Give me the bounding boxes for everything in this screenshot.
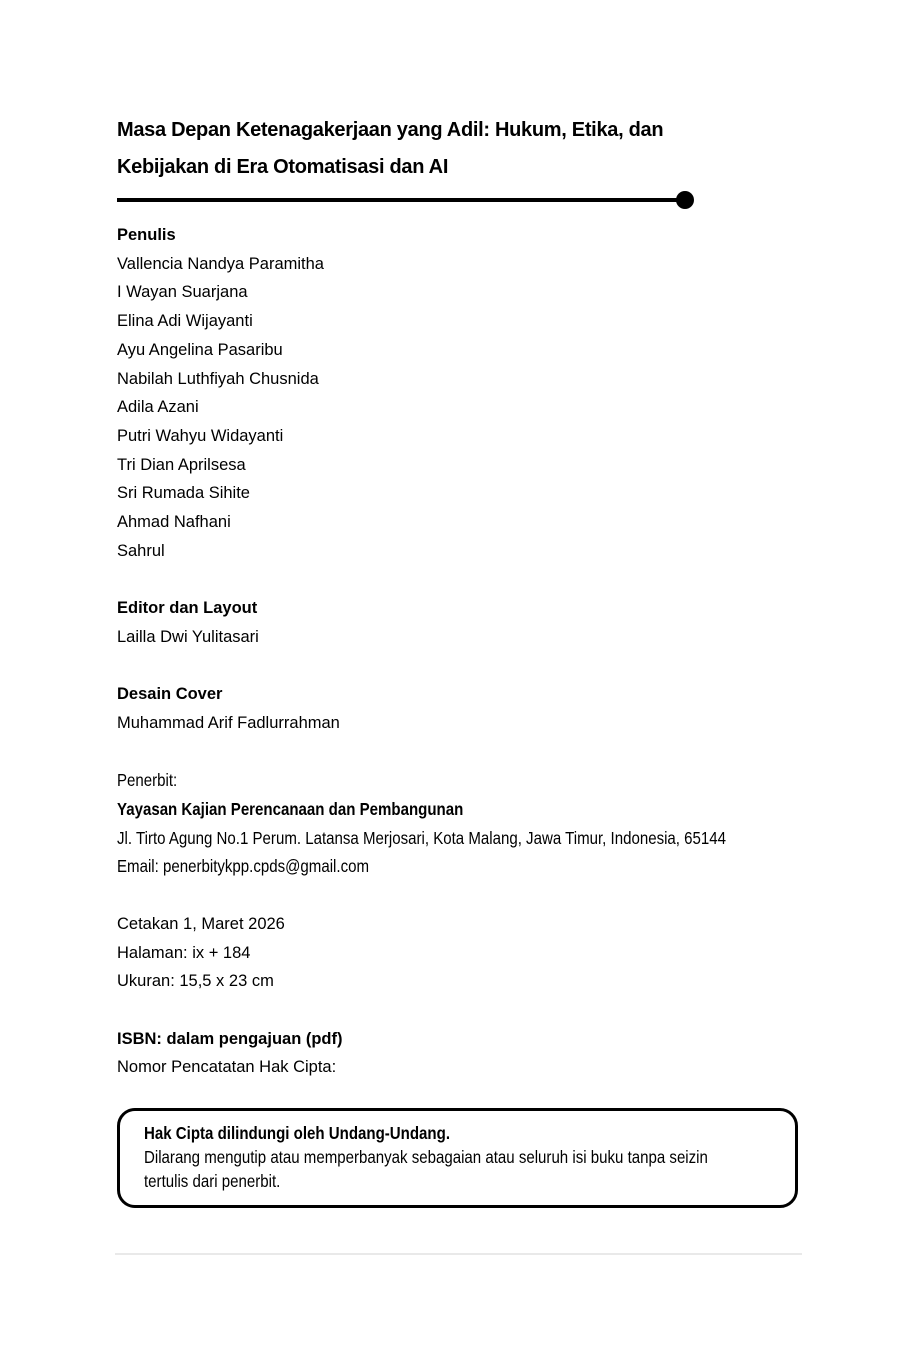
colophon-content [117,112,798,1208]
print-info-section [117,910,798,996]
editor-name: Lailla Dwi Yulitasari [117,627,259,646]
copyright-notice-box [117,1108,798,1208]
author-name: Sahrul [117,541,165,560]
footer-divider [115,1253,802,1255]
author-name: Nabilah Luthfiyah Chusnida [117,369,319,388]
authors-heading: Penulis [117,226,176,244]
author-name: Putri Wahyu Widayanti [117,426,284,445]
author-name: Tri Dian Aprilsesa [117,455,246,474]
author-name: Ayu Angelina Pasaribu [117,340,283,359]
editor-section [117,594,798,651]
isbn-line: ISBN: dalam pengajuan (pdf) [117,1029,343,1048]
publisher-name: Yayasan Kajian Perencanaan dan Pembangunan [117,799,464,820]
copyright-notice-text [144,1121,780,1193]
copyright-number-line: Nomor Pencatatan Hak Cipta: [117,1058,337,1077]
author-name: Vallencia Nandya Paramitha [117,254,324,273]
title-line-2: Kebijakan di Era Otomatisasi dan AI [117,156,449,178]
author-name: Adila Azani [117,398,199,417]
size-line: Ukuran: 15,5 x 23 cm [117,972,274,991]
cover-designer-name: Muhammad Arif Fadlurrahman [117,713,340,732]
author-name: Elina Adi Wijayanti [117,312,253,331]
registration-section [117,1025,798,1082]
cover-design-heading: Desain Cover [117,685,223,704]
publisher-email: Email: penerbitykpp.cpds@gmail.com [117,856,370,877]
cover-design-section [117,680,798,737]
rule-line [117,198,679,202]
authors-section [117,221,798,565]
author-name: I Wayan Suarjana [117,283,248,302]
author-name: Ahmad Nafhani [117,513,231,532]
page-title [117,112,798,186]
publisher-address: Jl. Tirto Agung No.1 Perum. Latansa Merjosari, Kota Malang, Jawa Timur, Indonesia, 65144 [117,827,727,848]
editor-heading: Editor dan Layout [117,599,258,618]
rule-end-dot-icon [676,191,694,209]
publisher-label: Penerbit: [117,770,178,791]
title-rule [117,191,694,209]
copyright-notice-body-line-2: tertulis dari penerbit. [144,1171,281,1192]
publisher-section [117,766,796,881]
author-name: Sri Rumada Sihite [117,484,250,503]
edition-line: Cetakan 1, Maret 2026 [117,914,285,933]
title-line-1: Masa Depan Ketenagakerjaan yang Adil: Hukum, Etika, dan [117,119,664,141]
copyright-notice-title: Hak Cipta dilindungi oleh Undang-Undang. [144,1123,450,1144]
copyright-notice-body-line-1: Dilarang mengutip atau memperbanyak sebagaian atau seluruh isi buku tanpa seizin [144,1147,708,1168]
pages-line: Halaman: ix + 184 [117,943,251,962]
